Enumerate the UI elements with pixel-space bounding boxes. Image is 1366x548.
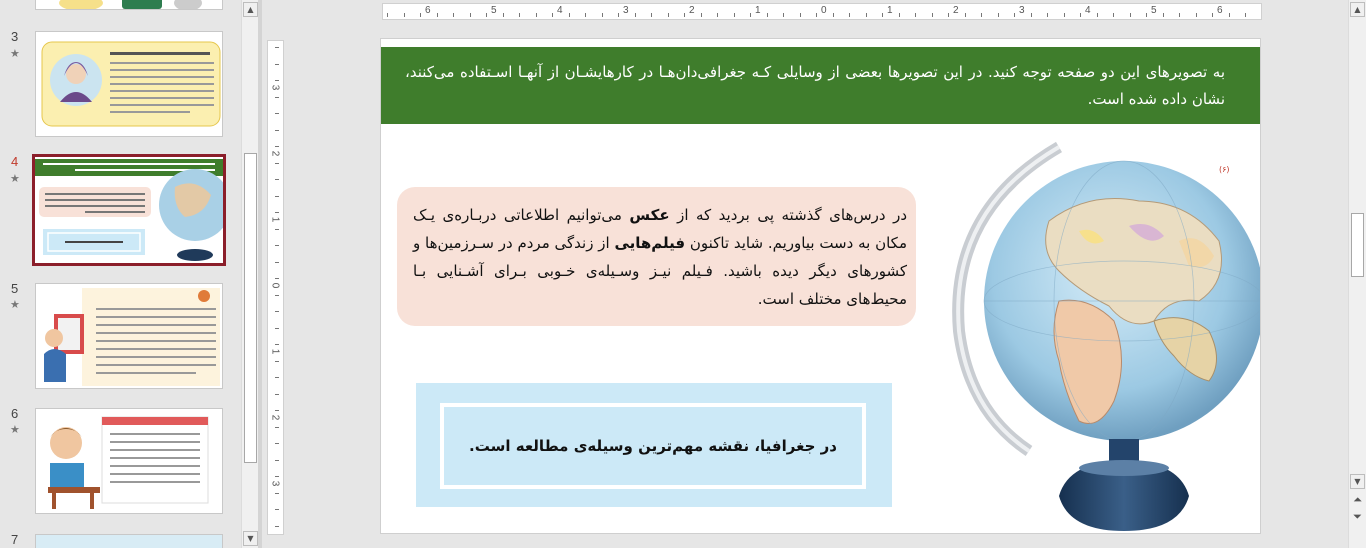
bubble-text-part: در درس‌های گذشته پی بردید که از [669, 206, 907, 224]
slide-editor [262, 0, 1348, 548]
ruler-number: 3 [623, 5, 629, 16]
ruler-tick [1047, 13, 1048, 17]
ruler-tick [602, 13, 603, 17]
ruler-number: 2 [269, 414, 281, 421]
ruler-tick [882, 13, 883, 17]
ruler-tick [420, 13, 421, 17]
ruler-tick [275, 311, 279, 312]
ruler-tick [734, 13, 735, 17]
ruler-tick [275, 344, 279, 345]
ruler-tick [948, 13, 949, 17]
ruler-tick [404, 13, 405, 17]
ruler-tick [783, 13, 784, 17]
ruler-tick [1179, 13, 1180, 17]
ruler-tick [275, 394, 279, 395]
ruler-number: 3 [1019, 5, 1025, 16]
ruler-number: 1 [755, 5, 761, 16]
slide-number-5: 5 [11, 281, 19, 296]
scroll-down-arrow-icon[interactable]: ▼ [1350, 474, 1365, 489]
slide-canvas[interactable] [380, 38, 1261, 534]
ruler-tick [701, 13, 702, 17]
ruler-tick [1146, 13, 1147, 17]
ruler-tick [503, 13, 504, 17]
ruler-tick [651, 13, 652, 17]
scrollbar-thumb[interactable] [244, 153, 257, 463]
ruler-tick [486, 13, 487, 17]
ruler-tick [453, 13, 454, 17]
ruler-number: 3 [269, 84, 281, 91]
ruler-tick [275, 377, 279, 378]
ruler-tick [1014, 13, 1015, 17]
ruler-tick [750, 13, 751, 17]
header-text: به تصویرهای این دو صفحه توجه کنید. در این تصویرها بعضی از وسایلی کـه جغرافی‌دان‌هـا در کارهایشـان از آنهـا اسـتفاده می‌کنند، نشان داده شده است. [405, 63, 1225, 108]
ruler-tick [275, 245, 279, 246]
ruler-tick [1097, 13, 1098, 17]
ruler-tick [998, 13, 999, 17]
ruler-tick [275, 526, 279, 527]
ruler-tick [275, 146, 279, 147]
ruler-number: 0 [269, 282, 281, 289]
previous-slide-icon[interactable]: ⏶ [1350, 493, 1365, 508]
ruler-tick [767, 13, 768, 17]
ruler-tick [585, 13, 586, 17]
ruler-tick [275, 476, 279, 477]
bubble-text [413, 201, 907, 313]
ruler-tick [833, 13, 834, 17]
ruler-tick [470, 13, 471, 17]
vertical-ruler [267, 40, 284, 535]
ruler-tick [1130, 13, 1131, 17]
ruler-tick [275, 278, 279, 279]
ruler-tick [387, 13, 388, 17]
film-text-box[interactable] [397, 187, 916, 326]
ruler-tick [849, 13, 850, 17]
ruler-tick [1212, 13, 1213, 17]
horizontal-ruler [382, 3, 1262, 20]
ruler-tick [866, 13, 867, 17]
figure-label: (۶) [1219, 165, 1230, 174]
ruler-tick [275, 80, 279, 81]
animation-star-icon: ★ [10, 298, 20, 311]
slide-thumbnail-6[interactable] [35, 408, 223, 514]
animation-star-icon: ★ [10, 47, 20, 60]
ruler-tick [275, 361, 279, 362]
ruler-tick [684, 13, 685, 17]
ruler-tick [899, 13, 900, 17]
ruler-tick [965, 13, 966, 17]
ruler-tick [1229, 13, 1230, 17]
ruler-tick [275, 427, 279, 428]
map-note-frame [440, 403, 866, 489]
ruler-tick [275, 410, 279, 411]
ruler-tick [275, 163, 279, 164]
slide-thumbnail-7[interactable] [35, 534, 223, 548]
ruler-number: 2 [953, 5, 959, 16]
scroll-up-arrow-icon[interactable]: ▲ [1350, 2, 1365, 17]
slide-thumbnail-4-selected[interactable] [32, 154, 226, 266]
ruler-number: 5 [491, 5, 497, 16]
ruler-number: 1 [269, 348, 281, 355]
ruler-tick [275, 460, 279, 461]
bold-word-films: فیلم‌هایی [614, 234, 686, 252]
scrollbar-thumb[interactable] [1351, 213, 1364, 277]
ruler-number: 6 [1217, 5, 1223, 16]
ruler-tick [275, 212, 279, 213]
slide-thumbnail-2[interactable] [35, 0, 223, 10]
ruler-number: 2 [689, 5, 695, 16]
ruler-tick [1080, 13, 1081, 17]
ruler-tick [519, 13, 520, 17]
ruler-tick [717, 13, 718, 17]
animation-star-icon: ★ [10, 423, 20, 436]
ruler-number: 3 [269, 480, 281, 487]
ruler-tick [1031, 13, 1032, 17]
ruler-tick [800, 13, 801, 17]
ruler-tick [552, 13, 553, 17]
ruler-tick [635, 13, 636, 17]
ruler-tick [668, 13, 669, 17]
ruler-tick [816, 13, 817, 17]
ruler-tick [275, 509, 279, 510]
ruler-number: 4 [1085, 5, 1091, 16]
thumbnail-scrollbar[interactable] [241, 0, 258, 548]
ruler-tick [275, 443, 279, 444]
bold-word-photo: عکس [629, 206, 670, 224]
map-note-text: در جغرافیا، نقشه مهم‌ترین وسیله‌ی مطالعه است. [469, 437, 837, 455]
bubble-text-part: می‌توانیم اطلاعاتی دربـاره‌ی یـک مکان به دست بیاوریم. شاید تاکنون [413, 206, 907, 252]
ruler-tick [915, 13, 916, 17]
ruler-tick [981, 13, 982, 17]
ruler-tick [1064, 13, 1065, 17]
ruler-tick [275, 113, 279, 114]
ruler-tick [275, 47, 279, 48]
ruler-tick [275, 97, 279, 98]
ruler-tick [275, 130, 279, 131]
ruler-tick [275, 493, 279, 494]
map-note-box[interactable] [416, 383, 892, 507]
ruler-tick [275, 64, 279, 65]
slide-header-banner[interactable] [381, 47, 1261, 124]
ruler-tick [1196, 13, 1197, 17]
ruler-number: 0 [821, 5, 827, 16]
slide-thumbnail-pane [0, 0, 240, 548]
ruler-tick [1113, 13, 1114, 17]
ruler-tick [275, 295, 279, 296]
slide-number-4: 4 [11, 154, 19, 169]
ruler-tick [1163, 13, 1164, 17]
slide-number-3: 3 [11, 29, 19, 44]
ruler-tick [569, 13, 570, 17]
ruler-tick [275, 179, 279, 180]
slide-thumbnail-3[interactable] [35, 31, 223, 137]
ruler-number: 2 [269, 150, 281, 157]
animation-star-icon: ★ [10, 172, 20, 185]
ruler-number: 5 [1151, 5, 1157, 16]
ruler-number: 1 [269, 216, 281, 223]
ruler-tick [618, 13, 619, 17]
globe-image[interactable] [939, 131, 1261, 534]
slide-number-7: 7 [11, 532, 19, 547]
ruler-number: 6 [425, 5, 431, 16]
editor-scrollbar[interactable] [1348, 0, 1366, 548]
ruler-tick [437, 13, 438, 17]
next-slide-icon[interactable]: ⏷ [1350, 510, 1365, 525]
ruler-tick [275, 229, 279, 230]
ruler-tick [275, 196, 279, 197]
scroll-down-arrow-icon[interactable]: ▼ [243, 531, 258, 546]
ruler-number: 1 [887, 5, 893, 16]
slide-thumbnail-5[interactable] [35, 283, 223, 389]
ruler-tick [275, 328, 279, 329]
ruler-tick [932, 13, 933, 17]
ruler-tick [1245, 13, 1246, 17]
ruler-tick [536, 13, 537, 17]
ruler-tick [275, 262, 279, 263]
scroll-up-arrow-icon[interactable]: ▲ [243, 2, 258, 17]
bubble-text-part: از زندگی مردم در سـرزمین‌ها و کشورهای دیگر دیده باشید. فـیلم نیـز وسـیله‌ی خـوبی بـرای آشـنایی بـا محیط‌های مختلف است. [413, 234, 907, 308]
slide-number-6: 6 [11, 406, 19, 421]
ruler-number: 4 [557, 5, 563, 16]
